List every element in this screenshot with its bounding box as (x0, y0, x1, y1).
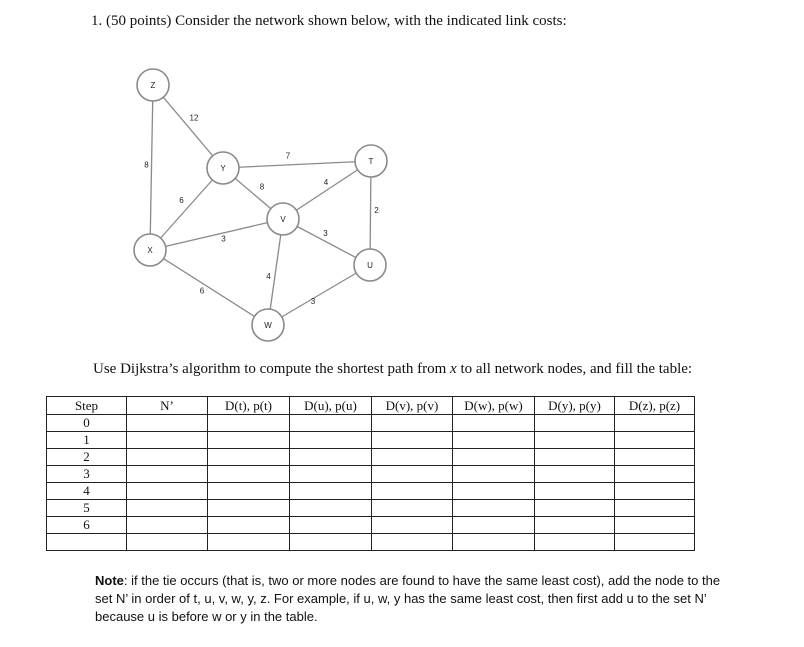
step-cell (47, 534, 127, 551)
node-label-v: V (280, 215, 286, 224)
table-cell (127, 534, 208, 551)
table-cell (453, 466, 535, 483)
table-cell (535, 466, 615, 483)
edge-cost-label: 7 (285, 151, 291, 161)
node-label-u: U (367, 261, 373, 270)
table-cell (535, 500, 615, 517)
table-row (47, 466, 695, 483)
dijkstra-table (46, 396, 695, 551)
table-cell (127, 415, 208, 432)
table-cell (127, 449, 208, 466)
edge-z-x (150, 85, 153, 250)
table-cell (208, 483, 290, 500)
table-cell (453, 449, 535, 466)
table-cell (208, 415, 290, 432)
table-cell (127, 483, 208, 500)
edge-cost-label: 8 (259, 182, 265, 192)
table-cell (208, 432, 290, 449)
edge-cost-label: 3 (310, 297, 316, 306)
table-cell (372, 466, 453, 483)
edge-w-u (268, 265, 370, 325)
node-label-w: W (264, 321, 272, 330)
table-cell (208, 500, 290, 517)
table-cell (127, 517, 208, 534)
table-row (47, 415, 695, 432)
table-cell (615, 534, 695, 551)
table-cell (615, 517, 695, 534)
table-header-row (47, 397, 695, 415)
step-cell: 0 (47, 415, 127, 432)
edge-cost-label: 8 (144, 160, 149, 170)
table-cell (372, 449, 453, 466)
table-cell (615, 449, 695, 466)
note-body: : if the tie occurs (that is, two or more nodes are found to have the same least cost), add the node to the set N’ in order of t, u, v, w, y, z. For example, if u, w, y has the same least cost, then first add u to the set N’ because u is before w or y in the table. (95, 573, 721, 624)
instruction-text: Use Dijkstra’s algorithm to compute the shortest path from x to all network nodes, and fill the table: (93, 361, 693, 377)
edge-cost-label: 3 (221, 234, 226, 244)
edge-y-t (223, 161, 371, 168)
table-cell (208, 517, 290, 534)
table-cell (372, 534, 453, 551)
edge-cost-label: 4 (323, 178, 329, 187)
table-body (47, 415, 695, 551)
table-row (47, 517, 695, 534)
table-cell (290, 517, 372, 534)
table-cell (615, 466, 695, 483)
table-cell (535, 483, 615, 500)
table-row (47, 534, 695, 551)
table-cell (208, 534, 290, 551)
table-cell (372, 415, 453, 432)
table-row (47, 500, 695, 517)
edge-cost-label: 6 (179, 196, 184, 205)
table-cell (290, 466, 372, 483)
edge-x-w (150, 250, 268, 325)
table-cell (615, 415, 695, 432)
edge-cost-label: 12 (189, 113, 199, 123)
table-cell (453, 483, 535, 500)
node-label-y: Y (220, 164, 226, 173)
table-header-cell: D(u), p(u) (290, 397, 372, 415)
table-cell (615, 500, 695, 517)
step-cell: 6 (47, 517, 127, 534)
table-cell (535, 517, 615, 534)
edge-cost-label: 6 (199, 286, 205, 296)
step-cell: 4 (47, 483, 127, 500)
table-cell (290, 432, 372, 449)
network-graph (120, 60, 400, 345)
table-cell (372, 432, 453, 449)
table-header-cell: D(y), p(y) (535, 397, 615, 415)
table-row (47, 483, 695, 500)
table-row (47, 449, 695, 466)
node-label-x: X (147, 246, 153, 255)
table-cell (290, 500, 372, 517)
table-cell (290, 483, 372, 500)
edge-cost-label: 3 (323, 229, 328, 238)
table-cell (453, 534, 535, 551)
table-cell (453, 517, 535, 534)
table-cell (127, 432, 208, 449)
table-cell (208, 449, 290, 466)
note-label: Note (95, 573, 124, 588)
table-cell (535, 432, 615, 449)
table-cell (453, 500, 535, 517)
table-row (47, 432, 695, 449)
table-cell (615, 432, 695, 449)
table-header-cell: N’ (127, 397, 208, 415)
node-label-z: Z (150, 81, 156, 90)
step-cell: 1 (47, 432, 127, 449)
table-cell (535, 449, 615, 466)
table-cell (290, 415, 372, 432)
table-cell (372, 517, 453, 534)
table-cell (127, 466, 208, 483)
step-cell: 5 (47, 500, 127, 517)
table-cell (453, 415, 535, 432)
table-cell (208, 466, 290, 483)
node-label-t: T (368, 157, 374, 166)
table-cell (372, 483, 453, 500)
table-cell (535, 534, 615, 551)
step-cell: 3 (47, 466, 127, 483)
table-cell (372, 500, 453, 517)
table-header-cell: Step (47, 397, 127, 415)
table-cell (615, 483, 695, 500)
table-cell (453, 432, 535, 449)
table-cell (290, 449, 372, 466)
table-header-cell: D(v), p(v) (372, 397, 453, 415)
edge-x-v (150, 219, 283, 250)
question-text: 1. (50 points) Consider the network shown below, with the indicated link costs: (91, 13, 567, 29)
step-cell: 2 (47, 449, 127, 466)
table-header-cell: D(t), p(t) (208, 397, 290, 415)
table-cell (535, 415, 615, 432)
edge-cost-label: 2 (374, 206, 379, 215)
note-text (95, 572, 735, 626)
table-cell (127, 500, 208, 517)
table-header-cell: D(z), p(z) (615, 397, 695, 415)
table-cell (290, 534, 372, 551)
table-header-cell: D(w), p(w) (453, 397, 535, 415)
edge-cost-label: 4 (266, 272, 271, 281)
